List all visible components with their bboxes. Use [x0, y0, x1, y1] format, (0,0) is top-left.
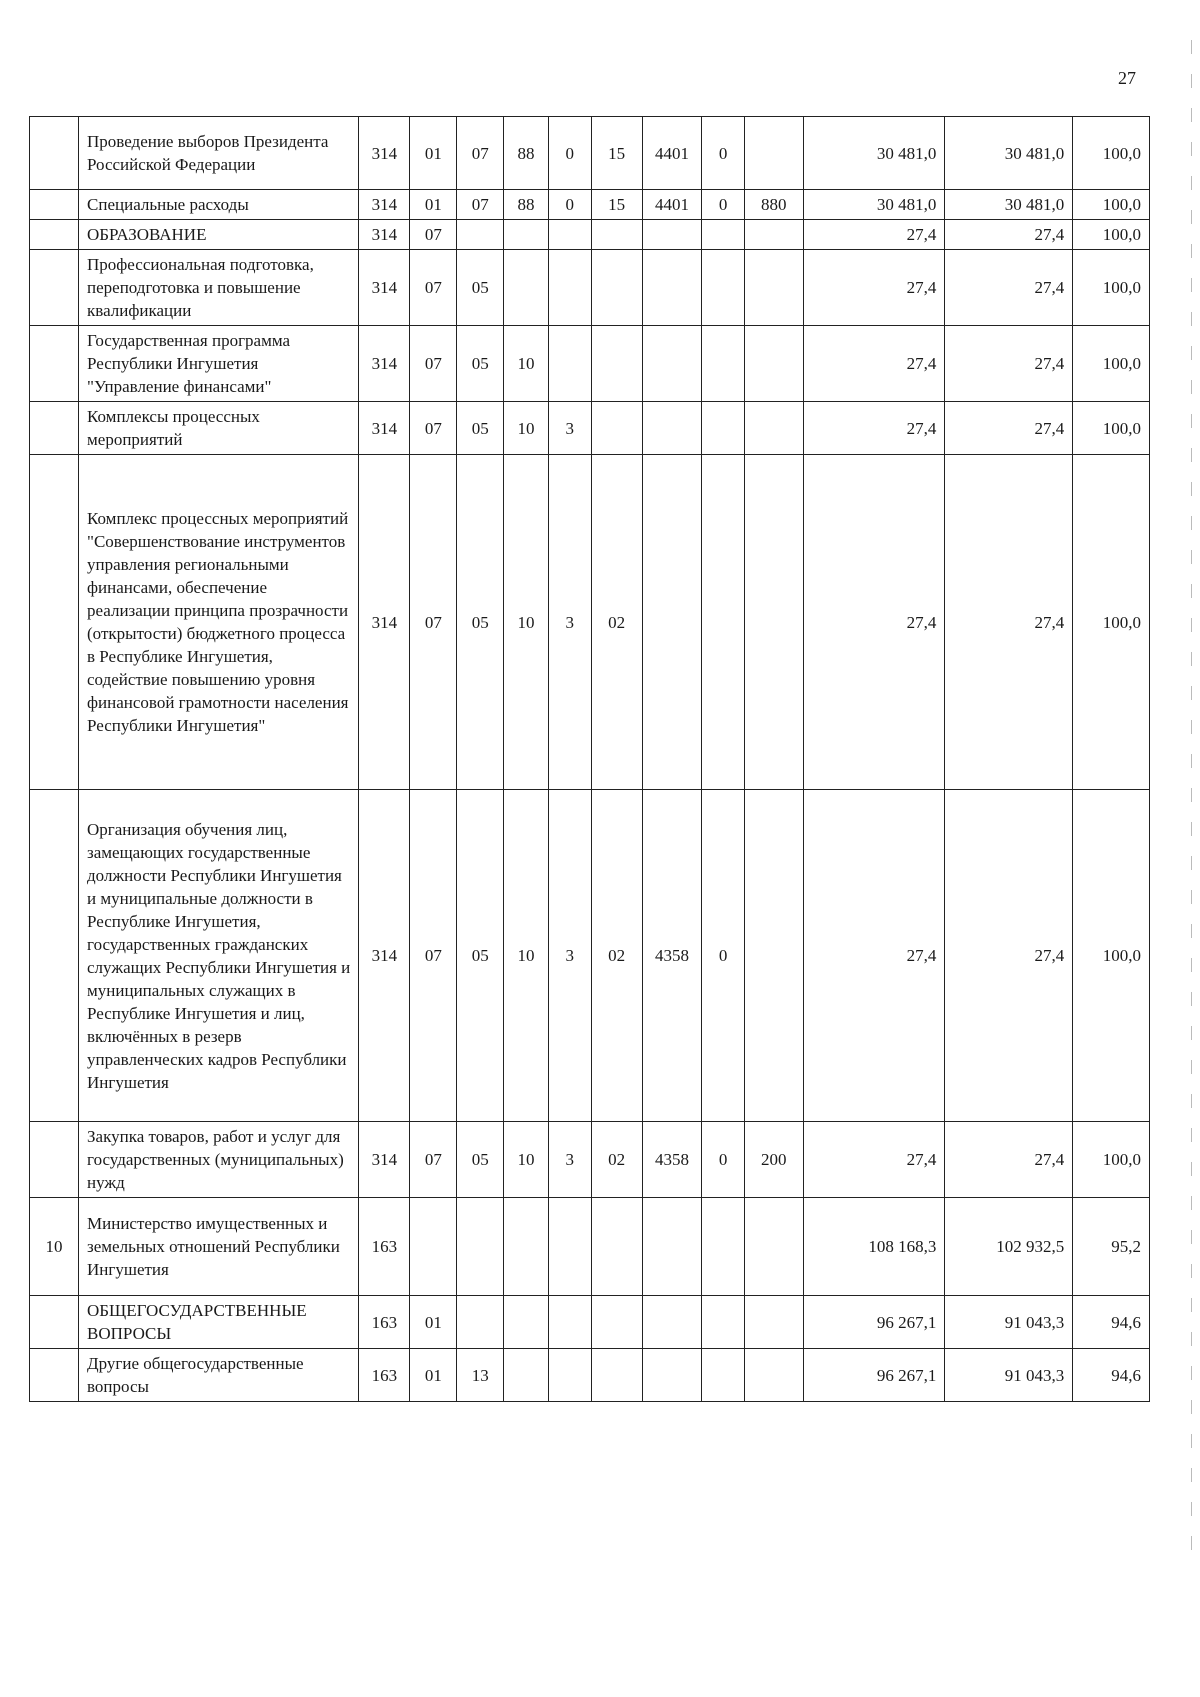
- row-name-cell: ОБРАЗОВАНИЕ: [79, 220, 359, 250]
- planned-amount-cell: 27,4: [803, 220, 945, 250]
- code-cell-2: 07: [410, 402, 457, 455]
- code-cell-1: 163: [359, 1296, 410, 1349]
- code-cell-3: [457, 1296, 504, 1349]
- code-cell-5: 3: [548, 455, 591, 790]
- code-cell-4: 10: [504, 326, 549, 402]
- table-row: [30, 1349, 1150, 1402]
- code-cell-4: [504, 1349, 549, 1402]
- table-row: [30, 402, 1150, 455]
- planned-amount-cell: 27,4: [803, 402, 945, 455]
- code-cell-6: [591, 402, 642, 455]
- code-cell-9: [744, 790, 803, 1122]
- percent-cell: 100,0: [1073, 790, 1150, 1122]
- code-cell-1: 314: [359, 117, 410, 190]
- code-cell-6: [591, 250, 642, 326]
- table-row: [30, 455, 1150, 790]
- code-cell-9: [744, 455, 803, 790]
- code-cell-3: 05: [457, 402, 504, 455]
- code-cell-8: [702, 402, 745, 455]
- code-cell-2: 07: [410, 250, 457, 326]
- code-cell-6: 02: [591, 790, 642, 1122]
- row-index-cell: [30, 1296, 79, 1349]
- table-row: [30, 190, 1150, 220]
- scan-margin-line: [1191, 40, 1192, 1560]
- code-cell-5: [548, 1198, 591, 1296]
- code-cell-4: 88: [504, 190, 549, 220]
- code-cell-8: [702, 250, 745, 326]
- row-index-cell: 10: [30, 1198, 79, 1296]
- actual-amount-cell: 30 481,0: [945, 190, 1073, 220]
- code-cell-3: 05: [457, 455, 504, 790]
- code-cell-5: 3: [548, 402, 591, 455]
- budget-table-body: [30, 117, 1150, 1402]
- row-index-cell: [30, 790, 79, 1122]
- code-cell-2: 01: [410, 190, 457, 220]
- code-cell-8: 0: [702, 190, 745, 220]
- code-cell-9: 200: [744, 1122, 803, 1198]
- code-cell-4: 10: [504, 790, 549, 1122]
- percent-cell: 100,0: [1073, 190, 1150, 220]
- row-name-cell: Комплекс процессных мероприятий "Совершенствование инструментов управления региональными финансами, обеспечение реализации принципа прозрачности (открытости) бюджетного процесса в Республике Ингушетия, содействие повышению уровня финансовой грамотности населения Республики Ингушетия": [79, 455, 359, 790]
- percent-cell: 100,0: [1073, 402, 1150, 455]
- code-cell-9: [744, 402, 803, 455]
- planned-amount-cell: 27,4: [803, 326, 945, 402]
- planned-amount-cell: 27,4: [803, 790, 945, 1122]
- actual-amount-cell: 102 932,5: [945, 1198, 1073, 1296]
- code-cell-4: 10: [504, 455, 549, 790]
- actual-amount-cell: 27,4: [945, 1122, 1073, 1198]
- code-cell-5: 0: [548, 117, 591, 190]
- code-cell-4: [504, 250, 549, 326]
- code-cell-5: [548, 326, 591, 402]
- actual-amount-cell: 27,4: [945, 790, 1073, 1122]
- row-name-cell: Профессиональная подготовка, переподготовка и повышение квалификации: [79, 250, 359, 326]
- code-cell-5: 0: [548, 190, 591, 220]
- code-cell-1: 163: [359, 1198, 410, 1296]
- code-cell-8: 0: [702, 790, 745, 1122]
- percent-cell: 94,6: [1073, 1349, 1150, 1402]
- code-cell-8: [702, 220, 745, 250]
- percent-cell: 100,0: [1073, 250, 1150, 326]
- code-cell-2: 07: [410, 326, 457, 402]
- code-cell-2: 07: [410, 1122, 457, 1198]
- code-cell-5: 3: [548, 1122, 591, 1198]
- actual-amount-cell: 91 043,3: [945, 1349, 1073, 1402]
- code-cell-1: 314: [359, 326, 410, 402]
- row-name-cell: Другие общегосударственные вопросы: [79, 1349, 359, 1402]
- page-number: 27: [1118, 68, 1136, 88]
- row-index-cell: [30, 220, 79, 250]
- code-cell-7: [642, 220, 702, 250]
- code-cell-6: [591, 326, 642, 402]
- code-cell-4: [504, 1296, 549, 1349]
- code-cell-6: 02: [591, 1122, 642, 1198]
- code-cell-5: [548, 220, 591, 250]
- percent-cell: 100,0: [1073, 220, 1150, 250]
- code-cell-3: [457, 220, 504, 250]
- table-row: [30, 117, 1150, 190]
- planned-amount-cell: 108 168,3: [803, 1198, 945, 1296]
- code-cell-7: [642, 250, 702, 326]
- row-name-cell: Проведение выборов Президента Российской Федерации: [79, 117, 359, 190]
- code-cell-7: [642, 455, 702, 790]
- row-name-cell: Специальные расходы: [79, 190, 359, 220]
- actual-amount-cell: 27,4: [945, 250, 1073, 326]
- table-row: [30, 1296, 1150, 1349]
- code-cell-3: 05: [457, 326, 504, 402]
- code-cell-4: [504, 1198, 549, 1296]
- code-cell-1: 314: [359, 250, 410, 326]
- code-cell-5: 3: [548, 790, 591, 1122]
- code-cell-3: 05: [457, 790, 504, 1122]
- code-cell-6: [591, 220, 642, 250]
- code-cell-8: 0: [702, 117, 745, 190]
- code-cell-2: 07: [410, 790, 457, 1122]
- code-cell-4: 88: [504, 117, 549, 190]
- actual-amount-cell: 27,4: [945, 455, 1073, 790]
- row-name-cell: Министерство имущественных и земельных отношений Республики Ингушетия: [79, 1198, 359, 1296]
- code-cell-2: 07: [410, 455, 457, 790]
- code-cell-7: [642, 1296, 702, 1349]
- actual-amount-cell: 27,4: [945, 326, 1073, 402]
- actual-amount-cell: 30 481,0: [945, 117, 1073, 190]
- code-cell-7: 4358: [642, 1122, 702, 1198]
- code-cell-5: [548, 1349, 591, 1402]
- code-cell-7: [642, 326, 702, 402]
- row-index-cell: [30, 190, 79, 220]
- code-cell-5: [548, 250, 591, 326]
- table-row: [30, 1198, 1150, 1296]
- code-cell-3: 13: [457, 1349, 504, 1402]
- code-cell-1: 314: [359, 190, 410, 220]
- code-cell-2: [410, 1198, 457, 1296]
- code-cell-9: [744, 1198, 803, 1296]
- code-cell-6: [591, 1296, 642, 1349]
- code-cell-7: 4401: [642, 117, 702, 190]
- code-cell-9: [744, 1296, 803, 1349]
- planned-amount-cell: 30 481,0: [803, 190, 945, 220]
- row-index-cell: [30, 326, 79, 402]
- code-cell-7: [642, 1349, 702, 1402]
- code-cell-5: [548, 1296, 591, 1349]
- table-row: [30, 1122, 1150, 1198]
- code-cell-9: [744, 326, 803, 402]
- code-cell-1: 314: [359, 455, 410, 790]
- code-cell-6: [591, 1349, 642, 1402]
- code-cell-3: 07: [457, 117, 504, 190]
- code-cell-7: [642, 1198, 702, 1296]
- row-index-cell: [30, 1122, 79, 1198]
- row-index-cell: [30, 250, 79, 326]
- code-cell-6: 15: [591, 117, 642, 190]
- table-row: [30, 220, 1150, 250]
- code-cell-6: 02: [591, 455, 642, 790]
- row-index-cell: [30, 117, 79, 190]
- row-name-cell: Организация обучения лиц, замещающих государственные должности Республики Ингушетия и муниципальные должности в Республике Ингушетия, государственных гражданских служащих Республики Ингушетия и муниципальных служащих в Республике Ингушетия и лиц, включённых в резерв управленческих кадров Республики Ингушетия: [79, 790, 359, 1122]
- row-index-cell: [30, 455, 79, 790]
- code-cell-3: 05: [457, 250, 504, 326]
- code-cell-9: [744, 1349, 803, 1402]
- planned-amount-cell: 96 267,1: [803, 1296, 945, 1349]
- code-cell-2: 07: [410, 220, 457, 250]
- percent-cell: 100,0: [1073, 1122, 1150, 1198]
- actual-amount-cell: 91 043,3: [945, 1296, 1073, 1349]
- code-cell-8: [702, 455, 745, 790]
- code-cell-6: 15: [591, 190, 642, 220]
- table-row: [30, 250, 1150, 326]
- budget-table: [29, 116, 1150, 1402]
- planned-amount-cell: 27,4: [803, 1122, 945, 1198]
- row-name-cell: Комплексы процессных мероприятий: [79, 402, 359, 455]
- code-cell-9: 880: [744, 190, 803, 220]
- code-cell-7: 4401: [642, 190, 702, 220]
- percent-cell: 95,2: [1073, 1198, 1150, 1296]
- row-index-cell: [30, 1349, 79, 1402]
- percent-cell: 94,6: [1073, 1296, 1150, 1349]
- code-cell-9: [744, 117, 803, 190]
- percent-cell: 100,0: [1073, 326, 1150, 402]
- code-cell-1: 163: [359, 1349, 410, 1402]
- code-cell-1: 314: [359, 1122, 410, 1198]
- code-cell-7: [642, 402, 702, 455]
- row-name-cell: Государственная программа Республики Ингушетия "Управление финансами": [79, 326, 359, 402]
- code-cell-1: 314: [359, 790, 410, 1122]
- code-cell-8: [702, 1296, 745, 1349]
- row-index-cell: [30, 402, 79, 455]
- code-cell-8: [702, 326, 745, 402]
- percent-cell: 100,0: [1073, 117, 1150, 190]
- table-row: [30, 326, 1150, 402]
- row-name-cell: Закупка товаров, работ и услуг для государственных (муниципальных) нужд: [79, 1122, 359, 1198]
- actual-amount-cell: 27,4: [945, 220, 1073, 250]
- code-cell-4: 10: [504, 1122, 549, 1198]
- code-cell-7: 4358: [642, 790, 702, 1122]
- code-cell-1: 314: [359, 220, 410, 250]
- code-cell-3: [457, 1198, 504, 1296]
- code-cell-2: 01: [410, 1349, 457, 1402]
- planned-amount-cell: 96 267,1: [803, 1349, 945, 1402]
- planned-amount-cell: 27,4: [803, 455, 945, 790]
- actual-amount-cell: 27,4: [945, 402, 1073, 455]
- row-name-cell: ОБЩЕГОСУДАРСТВЕННЫЕ ВОПРОСЫ: [79, 1296, 359, 1349]
- code-cell-8: 0: [702, 1122, 745, 1198]
- code-cell-8: [702, 1198, 745, 1296]
- code-cell-4: [504, 220, 549, 250]
- code-cell-4: 10: [504, 402, 549, 455]
- percent-cell: 100,0: [1073, 455, 1150, 790]
- code-cell-2: 01: [410, 1296, 457, 1349]
- code-cell-9: [744, 220, 803, 250]
- planned-amount-cell: 30 481,0: [803, 117, 945, 190]
- code-cell-9: [744, 250, 803, 326]
- code-cell-1: 314: [359, 402, 410, 455]
- code-cell-3: 05: [457, 1122, 504, 1198]
- code-cell-8: [702, 1349, 745, 1402]
- code-cell-2: 01: [410, 117, 457, 190]
- planned-amount-cell: 27,4: [803, 250, 945, 326]
- code-cell-6: [591, 1198, 642, 1296]
- table-row: [30, 790, 1150, 1122]
- code-cell-3: 07: [457, 190, 504, 220]
